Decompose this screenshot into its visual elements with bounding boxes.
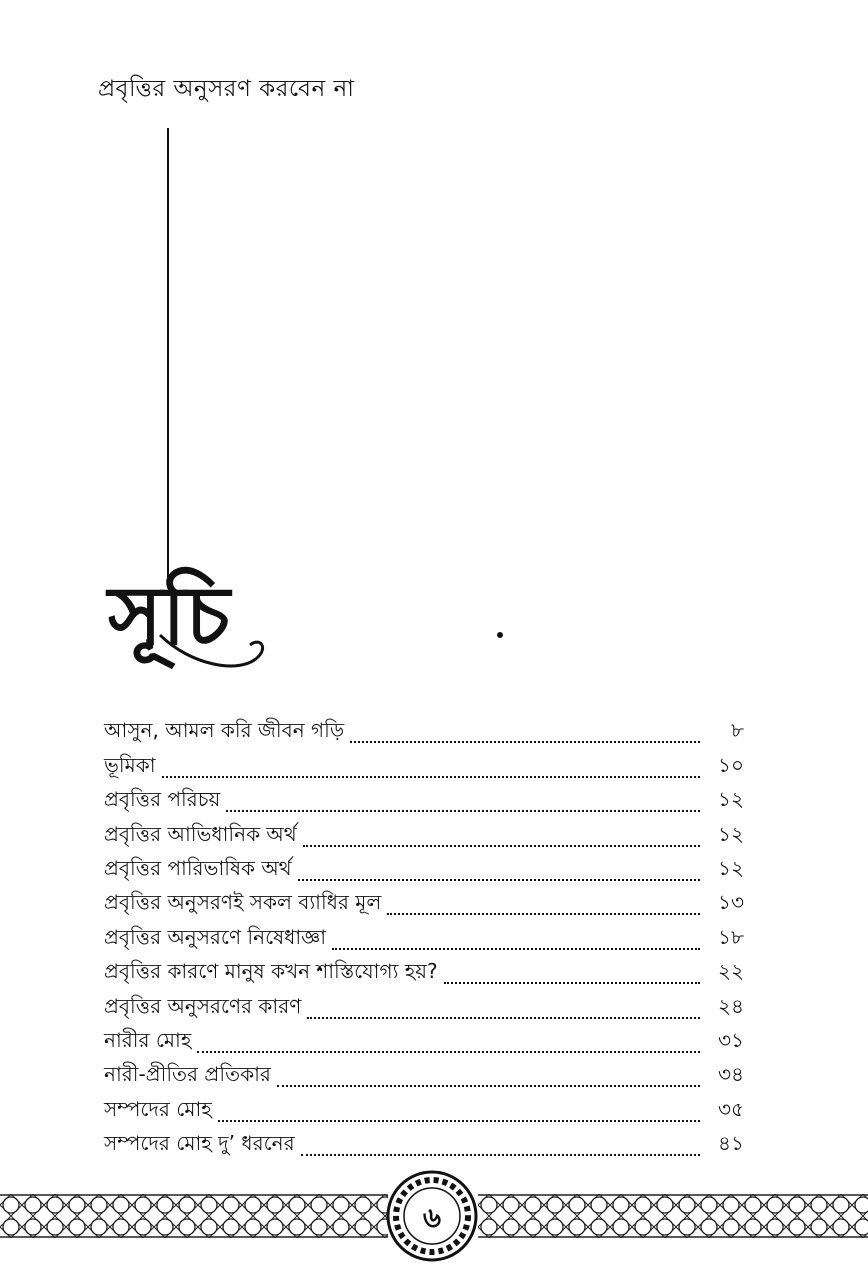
toc-entry — [104, 887, 744, 921]
dot-leader — [307, 1017, 700, 1019]
toc-entry — [104, 921, 744, 955]
toc-entry-page: ৩৪ — [718, 1062, 744, 1087]
toc-entry — [104, 853, 744, 887]
dot-leader — [350, 741, 700, 743]
dot-leader — [162, 776, 700, 778]
toc-entry-page: ২৪ — [718, 993, 744, 1018]
toc-entry-page: ১২ — [718, 787, 744, 812]
toc-title — [100, 568, 270, 685]
toc-entry-page: ৪১ — [718, 1131, 744, 1156]
dot-leader — [303, 845, 700, 847]
toc-entry-label: সম্পদের মোহ দু’ ধরনের — [104, 1131, 295, 1156]
toc-entry-label: প্রবৃত্তির কারণে মানুষ কখন শাস্তিযোগ্য হয়? — [104, 959, 438, 984]
dot-leader — [197, 1051, 700, 1053]
toc-entry — [104, 1059, 744, 1093]
toc-entry-label: প্রবৃত্তির আভিধানিক অর্থ — [104, 821, 297, 846]
toc-entry-page: ৮ — [731, 718, 744, 743]
dot-leader — [298, 879, 700, 881]
table-of-contents — [104, 715, 744, 1162]
decorative-vertical-line — [167, 128, 169, 583]
toc-entry-label: নারী-প্রীতির প্রতিকার — [104, 1062, 271, 1087]
toc-entry — [104, 715, 744, 749]
dot-leader — [387, 913, 700, 915]
toc-entry-label: প্রবৃত্তির অনুসরণের কারণ — [104, 993, 302, 1018]
toc-entry-label: প্রবৃত্তির পরিচয় — [104, 787, 221, 812]
toc-entry-label: প্রবৃত্তির অনুসরণই সকল ব্যাধির মূল — [104, 890, 382, 915]
dot-leader — [301, 1154, 700, 1156]
toc-entry-page: ১৮ — [718, 924, 744, 949]
toc-entry — [104, 1025, 744, 1059]
toc-entry-page: ৩১ — [718, 1027, 744, 1052]
toc-entry-label: সম্পদের মোহ — [104, 1096, 212, 1121]
toc-entry-label: ভূমিকা — [104, 752, 156, 777]
toc-entry — [104, 990, 744, 1024]
toc-entry-page: ১২ — [718, 821, 744, 846]
page-footer — [0, 1170, 868, 1262]
dot-leader — [226, 810, 700, 812]
toc-entry-page: ১৩ — [718, 890, 744, 915]
toc-entry — [104, 818, 744, 852]
toc-entry-page: ১০ — [718, 752, 744, 777]
running-head: প্রবৃত্তির অনুসরণ করবেন না — [98, 76, 355, 102]
toc-entry-page: ২২ — [717, 959, 744, 984]
stray-dot — [497, 632, 503, 638]
toc-entry — [104, 784, 744, 818]
toc-entry-page: ১২ — [718, 855, 744, 880]
toc-entry-label: প্রবৃত্তির অনুসরণে নিষেধাজ্ঞা — [104, 924, 327, 949]
dot-leader — [444, 982, 700, 984]
toc-entry-label: প্রবৃত্তির পারিভাষিক অর্থ — [104, 855, 292, 880]
toc-entry — [104, 956, 744, 990]
toc-entry-page: ৩৫ — [718, 1096, 744, 1121]
dot-leader — [218, 1120, 700, 1122]
dot-leader — [277, 1085, 700, 1087]
ornamental-band-left — [0, 1194, 388, 1238]
ornamental-band-right — [478, 1194, 868, 1238]
toc-title-text: সূচি — [108, 568, 230, 664]
toc-entry — [104, 749, 744, 783]
toc-entry — [104, 1093, 744, 1127]
dot-leader — [332, 948, 700, 950]
toc-entry-label: আসুন, আমল করি জীবন গড়ি — [104, 718, 345, 743]
page-number: ৬ — [422, 1201, 442, 1234]
toc-entry — [104, 1128, 744, 1162]
toc-entry-label: নারীর মোহ — [104, 1027, 192, 1052]
